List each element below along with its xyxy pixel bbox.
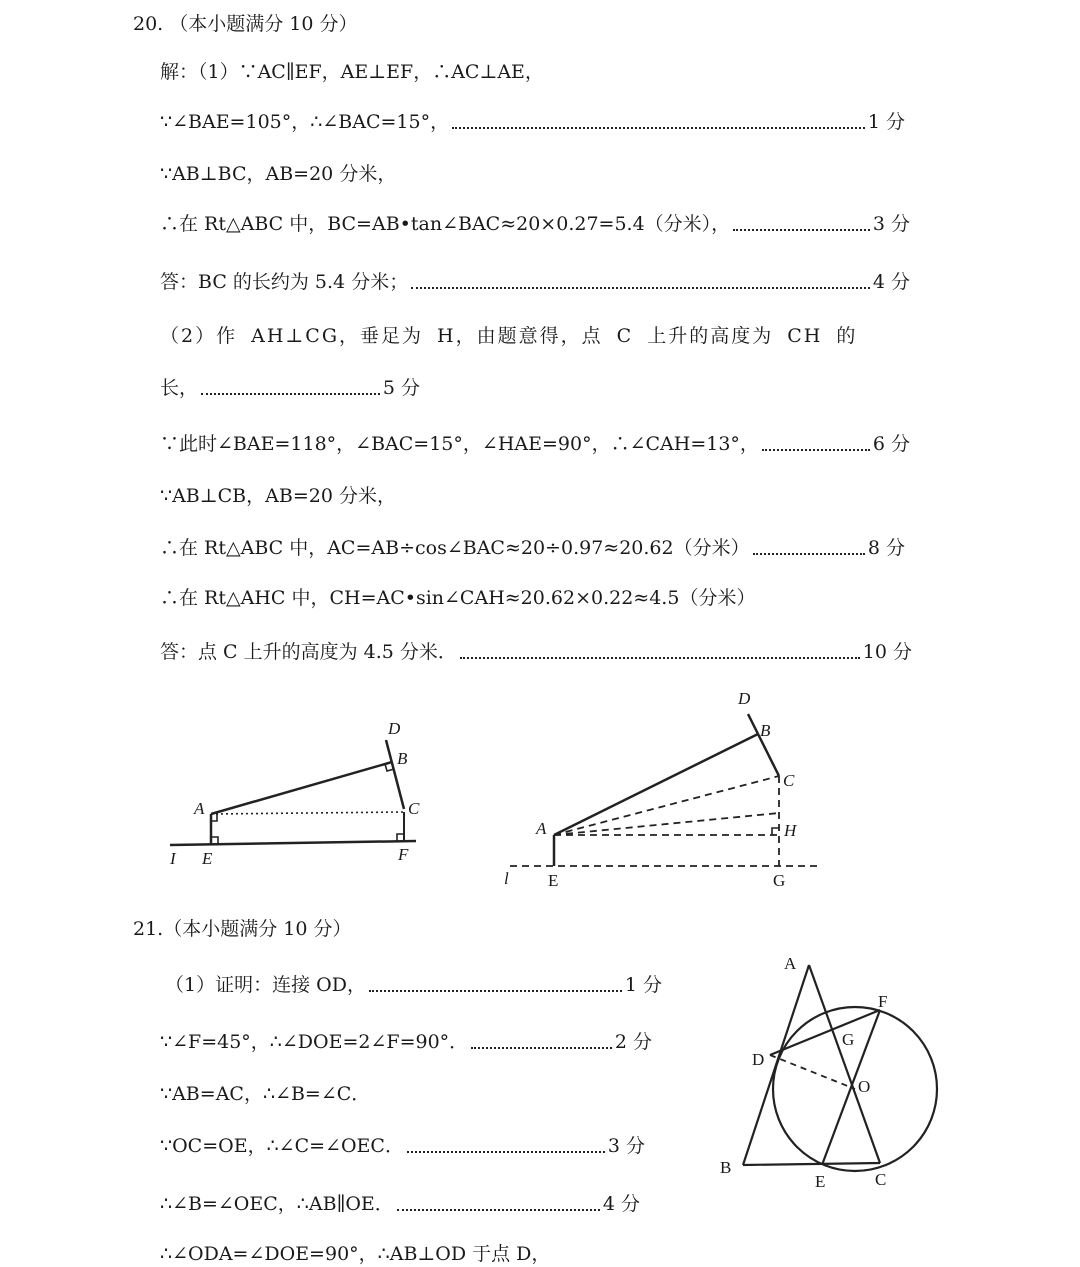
leader-dots	[762, 448, 870, 451]
q21-header: 21.（本小题满分 10 分）	[133, 918, 352, 940]
right-angle-mark-h	[772, 828, 779, 835]
fig2-label-b: B	[760, 721, 771, 740]
leader-dots	[471, 1046, 612, 1049]
fig3-label-b: B	[720, 1158, 732, 1177]
fig2-label-e: E	[548, 871, 559, 890]
q21-line-4	[160, 1134, 645, 1158]
fig3-label-o: O	[858, 1077, 871, 1096]
q20-line-11: ∴在 Rt△AHC 中，CH=AC•sin∠CAH≈20.62×0.22≈4.5（分米）	[160, 587, 756, 609]
figure-1-diagram	[160, 700, 450, 890]
fig3-label-c: C	[875, 1170, 887, 1189]
score: 10 分	[862, 641, 912, 663]
q20-line-1: 解：（1）∵AC∥EF，AE⊥EF，∴AC⊥AE，	[160, 61, 544, 83]
right-angle-mark-f	[397, 834, 404, 841]
score: 4 分	[602, 1193, 640, 1215]
dotted-ac	[211, 812, 404, 814]
leader-dots	[452, 126, 865, 129]
fig3-label-e: E	[815, 1172, 826, 1191]
fig1-label-b: B	[397, 749, 408, 768]
segment-ac	[809, 965, 880, 1163]
leader-dots	[411, 286, 870, 289]
q20-line-10	[160, 536, 905, 560]
q20-line-3: ∵AB⊥BC，AB=20 分米，	[160, 163, 397, 185]
q21-line-2	[160, 1030, 652, 1054]
q21-line-6: ∴∠ODA=∠DOE=90°，∴AB⊥OD 于点 D，	[160, 1243, 551, 1265]
figure-3-diagram	[700, 945, 960, 1195]
q20-line-12-text: 答：点 C 上升的高度为 4.5 分米．	[160, 641, 457, 663]
ground-line-l	[170, 841, 416, 845]
leader-dots	[733, 228, 870, 231]
segment-ab	[554, 734, 758, 835]
segment-bc	[743, 1163, 880, 1165]
q20-line-4	[160, 212, 910, 236]
q20-line-8-text: ∵此时∠BAE=118°，∠BAC=15°，∠HAE=90°，∴∠CAH=13°，	[160, 433, 759, 455]
score: 6 分	[872, 433, 910, 455]
score: 3 分	[872, 213, 910, 235]
fig3-label-d: D	[752, 1050, 765, 1069]
score: 2 分	[614, 1031, 652, 1053]
fig1-label-e: E	[202, 849, 213, 868]
score: 8 分	[867, 537, 905, 559]
q20-line-6: （2）作 AH⊥CG，垂足为 H，由题意得，点 C 上升的高度为 CH 的	[160, 325, 858, 347]
q20-header: 20. （本小题满分 10 分）	[133, 13, 358, 35]
fig1-label-i: I	[170, 849, 176, 868]
fig2-label-d: D	[738, 689, 751, 708]
leader-dots	[460, 656, 860, 659]
score: 1 分	[624, 974, 662, 996]
score: 1 分	[867, 111, 905, 133]
fig3-label-a: A	[784, 954, 797, 973]
score: 4 分	[872, 271, 910, 293]
q21-line-5-text: ∴∠B=∠OEC，∴AB∥OE．	[160, 1193, 394, 1215]
q20-line-4-text: ∴在 Rt△ABC 中，BC=AB•tan∠BAC≈20×0.27=5.4（分米），	[160, 213, 731, 235]
fig3-label-g: G	[842, 1030, 855, 1049]
q20-line-8	[160, 432, 910, 456]
q20-line-7	[160, 376, 420, 400]
figure-2-diagram	[490, 680, 830, 895]
fig3-label-f: F	[878, 992, 888, 1011]
q21-line-1-text: （1）证明：连接 OD，	[165, 974, 366, 996]
q20-line-12	[160, 640, 912, 664]
dashed-ac	[554, 776, 779, 835]
fig1-label-a: A	[194, 799, 205, 818]
leader-dots	[753, 552, 865, 555]
segment-ab	[211, 762, 392, 814]
score: 3 分	[607, 1135, 645, 1157]
q21-line-5	[160, 1192, 640, 1216]
q21-line-4-text: ∵OC=OE，∴∠C=∠OEC．	[160, 1135, 404, 1157]
q20-line-9: ∵AB⊥CB，AB=20 分米，	[160, 485, 396, 507]
q20-line-2-text: ∵∠BAE=105°，∴∠BAC=15°，	[160, 111, 450, 133]
leader-dots	[201, 392, 380, 395]
leader-dots	[407, 1150, 605, 1153]
q20-line-5	[160, 270, 910, 294]
q20-line-10-text: ∴在 Rt△ABC 中，AC=AB÷cos∠BAC≈20÷0.97≈20.62（分米）	[160, 537, 750, 559]
q21-line-1	[165, 973, 662, 997]
dashed-a-to-c-mid	[554, 813, 779, 835]
q21-line-2-text: ∵∠F=45°，∴∠DOE=2∠F=90°．	[160, 1031, 469, 1053]
leader-dots	[369, 989, 622, 992]
q21-line-3: ∵AB=AC，∴∠B=∠C．	[160, 1083, 371, 1105]
q20-line-5-text: 答：BC 的长约为 5.4 分米；	[160, 271, 409, 293]
leader-dots	[397, 1208, 600, 1211]
fig1-label-d: D	[388, 719, 401, 738]
q20-line-7-text: 长，	[160, 377, 199, 399]
score: 5 分	[382, 377, 420, 399]
fig2-label-h: H	[784, 821, 797, 840]
fig1-label-f: F	[398, 845, 409, 864]
fig2-label-l: l	[504, 869, 509, 888]
fig2-label-g: G	[773, 871, 786, 890]
q20-line-2	[160, 110, 905, 134]
fig2-label-a: A	[536, 819, 547, 838]
fig1-label-c: C	[408, 799, 420, 818]
fig2-label-c: C	[783, 771, 795, 790]
